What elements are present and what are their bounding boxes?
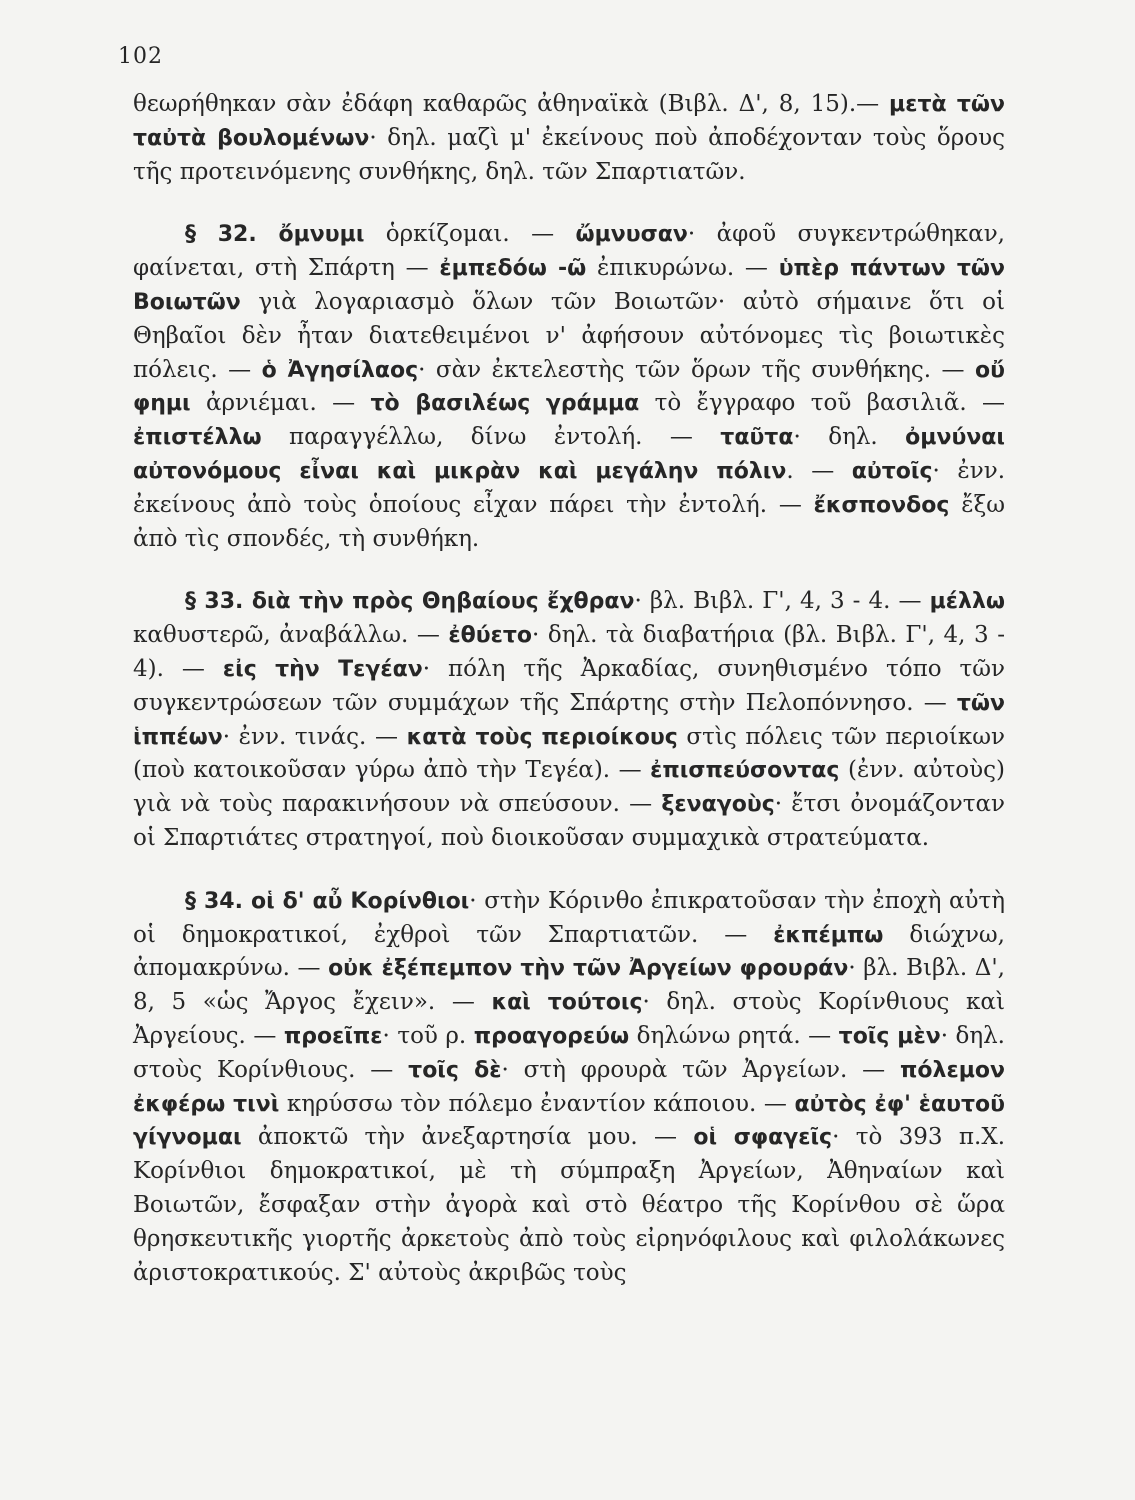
gloss-text: · ἀφοῦ συγκεντρώθηκαν, φαίνεται, στὴ Σπάρτη —	[133, 221, 1005, 282]
lemma-term: ἐμπεδόω -ῶ	[439, 256, 587, 282]
paragraph	[133, 218, 1005, 556]
gloss-text: τὸ ἔγγραφο τοῦ βασιλιᾶ. —	[639, 390, 1005, 417]
gloss-text: ἀρνιέμαι. —	[190, 390, 371, 417]
lemma-term: τὸ βασιλέως γράμμα	[370, 391, 640, 417]
page-number: 102	[118, 44, 163, 69]
lemma-term: οὐκ ἐξέπεμπον τὴν τῶν Ἀργείων φρουράν	[328, 956, 849, 982]
gloss-text: · στὴν Κόρινθο ἐπικρατοῦσαν τὴν ἐποχὴ αὐτὴ οἱ δημοκρατικοί, ἐχθροὶ τῶν Σπαρτιατῶν. —	[133, 887, 1005, 948]
gloss-text: (ἐνν. αὐτοὺς) γιὰ νὰ τοὺς παρακινήσουν νὰ σπεύσουν. —	[133, 757, 1005, 818]
lemma-term: μέλλω	[929, 589, 1005, 615]
gloss-text: · δηλ. στοὺς Κορίνθιους. —	[133, 1022, 1005, 1083]
lemma-term: μετὰ τῶν ταὐτὰ βουλομένων	[133, 92, 1005, 151]
lemma-term: ἐπισπεύσοντας	[650, 758, 840, 784]
lemma-term: ξεναγοὺς	[661, 792, 775, 818]
gloss-text: · τὸ 393 π.Χ. Κορίνθιοι δημοκρατικοί, μὲ τὴ σύμπραξη Ἀργείων, Ἀθηναίων καὶ Βοιωτῶν, ἔσφαξαν στὴν ἀγορὰ καὶ στὸ θέατρο τῆς Κορίνθου σὲ ὥρα θρησκευτικῆς γιορτῆς ἀρκετοὺς ἀπὸ τοὺς εἰρηνόφιλους καὶ φιλολάκωνες ἀριστοκρατικούς. Σ' αὐτοὺς ἀκριβῶς τοὺς	[133, 1124, 1006, 1286]
gloss-text: · βλ. Βιβλ. Γ', 4, 3 - 4. —	[634, 588, 930, 615]
lemma-term: ὑπὲρ πάντων τῶν Βοιωτῶν	[133, 256, 1006, 315]
gloss-text: · ἐνν. ἐκείνους ἀπὸ τοὺς ὁποίους εἶχαν πάρει τὴν ἐντολή. —	[133, 457, 1006, 518]
lemma-term: προεῖπε	[283, 1023, 383, 1049]
lemma-term: πόλεμον ἐκφέρω τινὶ	[133, 1057, 1005, 1117]
gloss-text: · τοῦ ρ.	[382, 1022, 474, 1049]
lemma-term: οἱ δ' αὖ Κορίνθιοι	[250, 888, 470, 914]
lemma-term: ὁ Ἀγησίλαος	[261, 357, 419, 383]
gloss-text: παραγγέλλω, δίνω ἐντολή. —	[261, 424, 721, 451]
paragraph	[133, 585, 1005, 855]
gloss-text: · σὰν ἐκτελεστὴς τῶν ὅρων τῆς συνθήκης. —	[418, 356, 975, 383]
lemma-term: τῶν ἱππέων	[133, 690, 1005, 750]
gloss-text: γιὰ λογαριασμὸ ὅλων τῶν Βοιωτῶν· αὐτὸ σήμαινε ὅτι οἱ Θηβαῖοι δὲν ἦταν διατεθειμένοι ν' ἀφήσουν αὐτόνομες τὶς βοιωτικὲς πόλεις. —	[133, 288, 1005, 383]
gloss-text: · στὴ φρουρὰ τῶν Ἀργείων. —	[501, 1056, 901, 1083]
lemma-term: αὐτοῖς	[851, 458, 933, 484]
gloss-text: · βλ. Βιβλ. Δ', 8, 5 «ὡς Ἄργος ἔχειν». —	[133, 955, 1005, 1016]
gloss-text: ἀποκτῶ τὴν ἀνεξαρτησία μου. —	[241, 1124, 694, 1151]
paragraph	[133, 885, 1005, 1291]
lemma-term: προαγορεύω	[473, 1023, 630, 1049]
gloss-text: · δηλ. τὰ διαβατήρια (βλ. Βιβλ. Γ', 4, 3 - 4). —	[133, 622, 1005, 682]
gloss-text: θεωρήθηκαν σὰν ἐδάφη καθαρῶς ἀθηναϊκὰ (Βιβλ. Δ', 8, 15).—	[133, 91, 890, 117]
commentary-text	[133, 88, 1005, 1290]
lemma-term: ταῦτα	[720, 425, 794, 451]
lemma-term: ὀμνύναι αὐτονόμους εἶναι καὶ μικρὰν καὶ μεγάλην πόλιν	[133, 425, 1005, 484]
lemma-term: ὤμνυσαν	[575, 222, 688, 248]
gloss-text: ὁρκίζομαι. —	[364, 221, 576, 248]
gloss-text: ἔξω ἀπὸ τὶς σπονδές, τὴ συνθήκη.	[133, 491, 1005, 552]
gloss-text: κηρύσσω τὸν πόλεμο ἐναντίον κάποιου. —	[279, 1090, 795, 1117]
lemma-term: εἰς τὴν Τεγέαν	[222, 656, 423, 682]
gloss-text: καθυστερῶ, ἀναβάλλω. —	[133, 622, 449, 649]
lemma-term: ἐπιστέλλω	[133, 425, 262, 451]
lemma-term: ἐθύετο	[448, 623, 533, 649]
paragraph	[133, 88, 1005, 189]
lemma-term: ἔκσπονδος	[813, 492, 950, 518]
gloss-text: διώχνω, ἀπομακρύνω. —	[133, 921, 1005, 982]
lemma-term: τοῖς μὲν	[838, 1023, 941, 1049]
lemma-term: οἱ σφαγεῖς	[693, 1125, 833, 1151]
gloss-text: δηλώνω ρητά. —	[629, 1022, 839, 1049]
lemma-term: § 34.	[185, 888, 251, 914]
lemma-term: κατὰ τοὺς περιοίκους	[406, 724, 678, 750]
lemma-term: ἐκπέμπω	[773, 922, 884, 948]
lemma-term: αὐτὸς ἐφ' ἑαυτοῦ γίγνομαι	[133, 1091, 1005, 1151]
gloss-text: · δηλ.	[793, 424, 906, 451]
lemma-term: καὶ τούτοις	[491, 990, 643, 1016]
lemma-term: § 33.	[185, 589, 252, 615]
gloss-text: · ἐνν. τινάς. —	[222, 723, 407, 750]
lemma-term: ὄμνυμι	[278, 222, 365, 248]
lemma-term: § 32.	[185, 222, 279, 248]
gloss-text: · δηλ. στοὺς Κορίνθιους καὶ Ἀργείους. —	[133, 989, 1005, 1049]
gloss-text: · ἔτσι ὀνομάζονταν οἱ Σπαρτιάτες στρατηγοί, ποὺ διοικοῦσαν συμμαχικὰ στρατεύματα.	[133, 791, 1006, 851]
lemma-term: οὔ φημι	[133, 357, 1005, 417]
gloss-text: · πόλη τῆς Ἀρκαδίας, συνηθισμένο τόπο τῶν συγκεντρώσεων τῶν συμμάχων τῆς Σπάρτης στὴν Πελοπόννησο. —	[133, 655, 1005, 716]
gloss-text: . —	[786, 457, 852, 484]
lemma-term: διὰ τὴν πρὸς Θηβαίους ἔχθραν	[251, 589, 635, 615]
gloss-text: · δηλ. μαζὶ μ' ἐκείνους ποὺ ἀποδέχονταν τοὺς ὅρους τῆς προτεινόμενης συνθήκης, δηλ. τῶν Σπαρτιατῶν.	[133, 124, 1005, 185]
lemma-term: τοῖς δὲ	[408, 1057, 502, 1083]
gloss-text: ἐπικυρώνω. —	[586, 255, 779, 282]
gloss-text: στὶς πόλεις τῶν περιοίκων (ποὺ κατοικοῦσαν γύρω ἀπὸ τὴν Τεγέα). —	[133, 723, 1005, 784]
